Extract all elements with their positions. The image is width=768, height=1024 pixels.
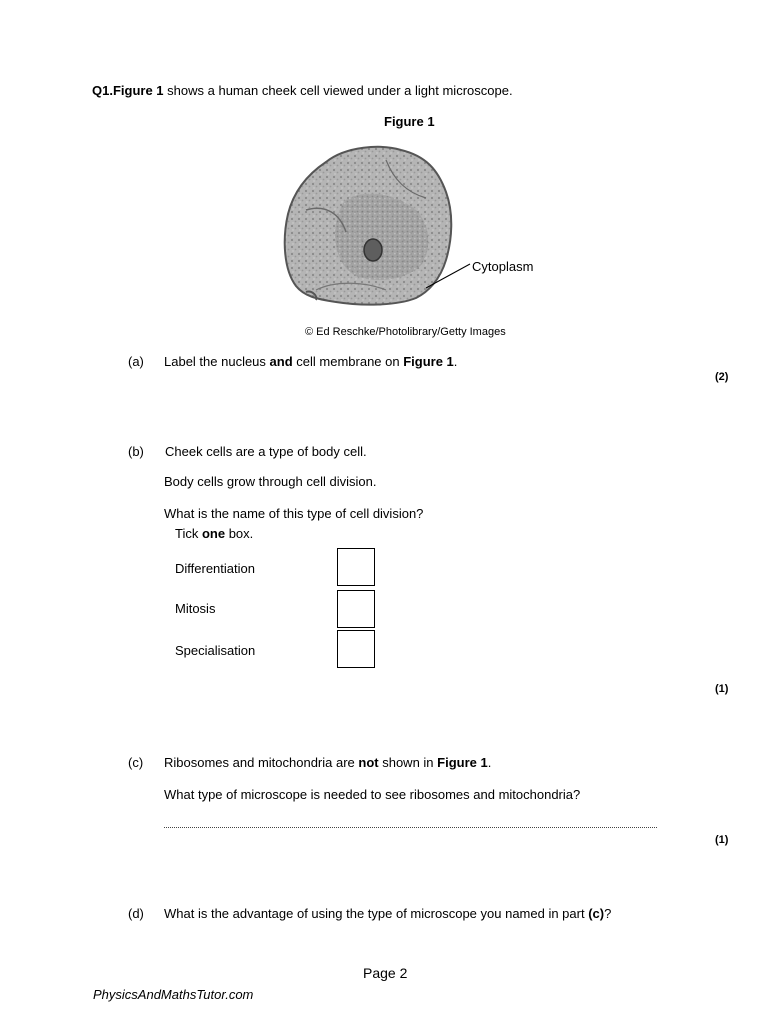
part-a-letter: (a) <box>128 354 144 369</box>
page-number: Page 2 <box>363 965 408 981</box>
question-intro-text: shows a human cheek cell viewed under a light microscope. <box>163 83 513 98</box>
cheek-cell-micrograph <box>276 140 546 325</box>
question-intro <box>92 83 513 98</box>
part-c-statement <box>164 755 491 770</box>
part-a-text-4: Figure 1 <box>403 354 454 369</box>
part-c-text-3: shown in <box>378 755 438 770</box>
part-c-text-5: . <box>487 755 492 770</box>
part-d-question <box>164 906 611 921</box>
cytoplasm-label: Cytoplasm <box>472 259 534 274</box>
part-c-text-1: Ribosomes and mitochondria are <box>164 755 359 770</box>
part-c-question: What type of microscope is needed to see ribosomes and mitochondria? <box>164 787 581 802</box>
tickbox-specialisation[interactable] <box>337 630 375 668</box>
tickbox-differentiation[interactable] <box>337 548 375 586</box>
part-d-letter: (d) <box>128 906 144 921</box>
part-c-answer-line[interactable] <box>164 827 657 828</box>
part-b-line-3: What is the name of this type of cell division? <box>164 506 424 521</box>
site-name: PhysicsAndMathsTutor.com <box>93 987 254 1002</box>
figure-reference: Figure 1 <box>112 83 164 98</box>
part-a-text-5: . <box>453 354 458 369</box>
part-b-letter: (b) <box>128 444 144 459</box>
tickbox-mitosis[interactable] <box>337 590 375 628</box>
part-a-text-2: and <box>269 354 293 369</box>
part-c-marks: (1) <box>715 834 729 846</box>
part-d-text-3: ? <box>604 906 612 921</box>
part-c-text-2: not <box>358 755 379 770</box>
part-d-text-2: (c) <box>588 906 605 921</box>
part-b-marks: (1) <box>715 683 729 695</box>
part-a-marks: (2) <box>715 371 729 383</box>
image-credit: © Ed Reschke/Photolibrary/Getty Images <box>305 326 506 338</box>
part-a-question <box>164 354 457 369</box>
part-c-letter: (c) <box>128 755 144 770</box>
option-label-differentiation: Differentiation <box>175 561 255 576</box>
figure-title: Figure 1 <box>384 114 435 129</box>
option-label-specialisation: Specialisation <box>175 643 256 658</box>
part-c-text-4: Figure 1 <box>437 755 488 770</box>
part-b-line-1: Cheek cells are a type of body cell. <box>165 444 367 459</box>
tick-text-3: box. <box>225 526 254 541</box>
question-number: Q1. <box>92 83 113 98</box>
part-b-tick-instruction <box>175 526 253 541</box>
part-a-text-1: Label the nucleus <box>164 354 270 369</box>
tick-text-1: Tick <box>175 526 202 541</box>
nucleus-shape <box>364 239 382 261</box>
tick-text-2: one <box>201 526 226 541</box>
part-a-text-3: cell membrane on <box>292 354 404 369</box>
part-d-text-1: What is the advantage of using the type of microscope you named in part <box>164 906 589 921</box>
option-label-mitosis: Mitosis <box>175 601 216 616</box>
part-b-line-2: Body cells grow through cell division. <box>164 474 377 489</box>
